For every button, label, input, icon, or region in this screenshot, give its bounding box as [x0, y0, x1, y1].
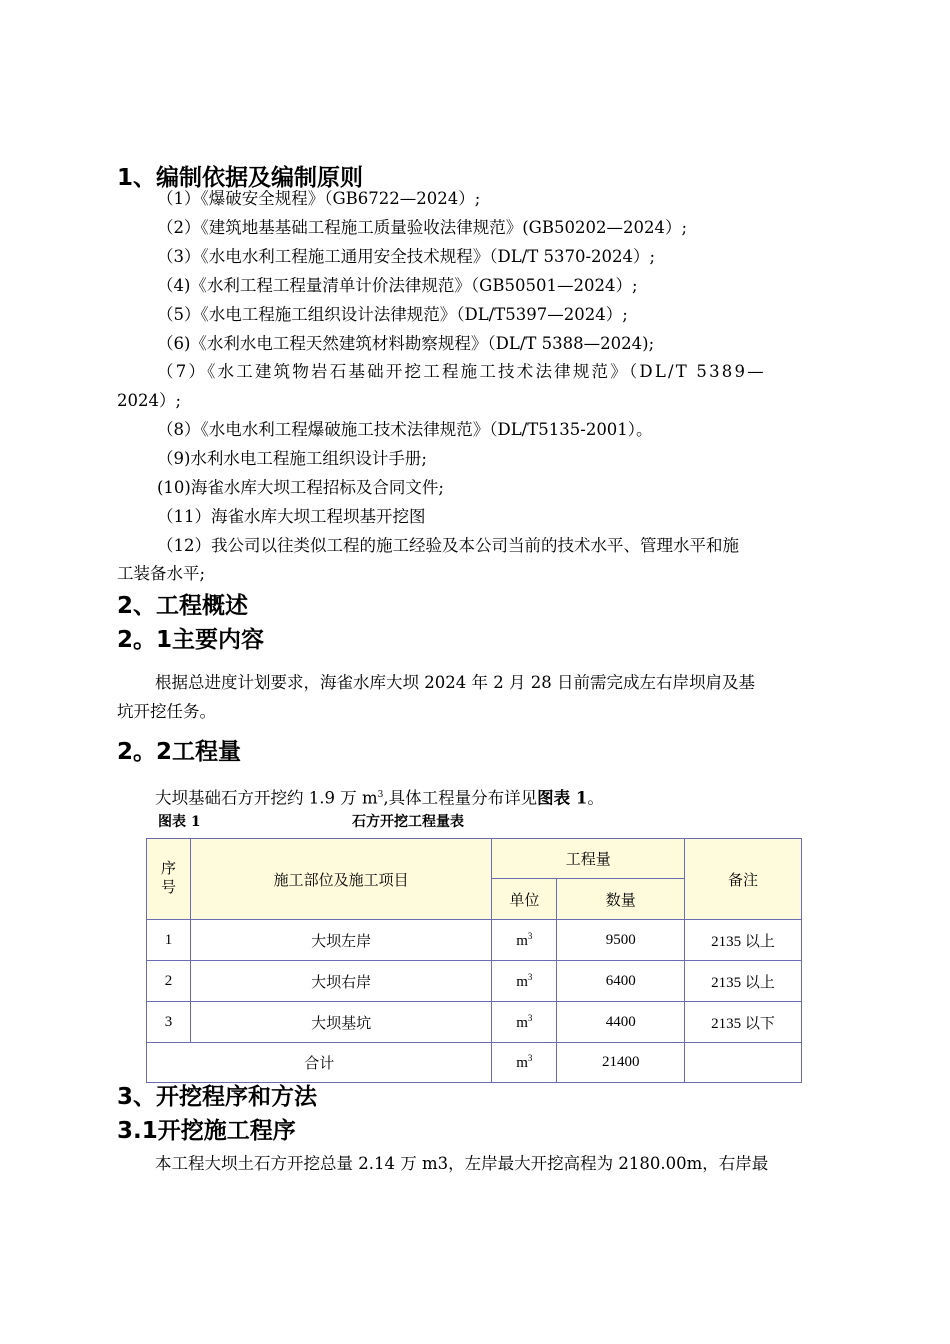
table-row [147, 1002, 802, 1043]
cell-item: 大坝左岸 [190, 920, 491, 961]
header-no: 序号 [147, 839, 191, 920]
reference-item: (10)海雀水库大坝工程招标及合同文件; [157, 478, 444, 497]
paragraph: 根据总进度计划要求，海雀水库大坝 2024 年 2 月 28 日前需完成左右岸坝肩及基 [155, 673, 755, 692]
cell-unit: $m^3$ [492, 1002, 557, 1043]
cell-no: 1 [147, 920, 191, 961]
reference-item: （6)《水利水电工程天然建筑材料勘察规程》（DL/T 5388—2024); [157, 334, 655, 353]
paragraph: 大坝基础石方开挖约 1.9 万 $m^3$,具体工程量分布详见图表 1。 [155, 788, 604, 808]
header-item: 施工部位及施工项目 [190, 839, 491, 920]
section-2-heading: 2、工程概述 [117, 593, 249, 619]
cell-unit: $m^3$ [492, 920, 557, 961]
reference-item: （1）《爆破安全规程》（GB6722—2024）; [157, 189, 481, 208]
cell-item: 大坝右岸 [190, 961, 491, 1002]
reference-item: （9)水利水电工程施工组织设计手册; [157, 449, 427, 468]
table-row [147, 920, 802, 961]
header-quantity: 工程量 [492, 839, 685, 879]
header-remark: 备注 [685, 839, 802, 920]
reference-item: （12）我公司以往类似工程的施工经验及本公司当前的技术水平、管理水平和施 [157, 536, 739, 555]
paragraph: 本工程大坝土石方开挖总量 2.14 万 m3，左岸最大开挖高程为 2180.00m，右岸最 [155, 1154, 769, 1173]
reference-item: （7）《水工建筑物岩石基础开挖工程施工技术法律规范》（DL/T 5389— [157, 362, 766, 381]
cell-total-amount: 21400 [557, 1043, 685, 1083]
reference-item: （5）《水电工程施工组织设计法律规范》（DL/T5397—2024）; [157, 305, 628, 324]
quantity-table [146, 838, 802, 1083]
reference-item: （3）《水电水利工程施工通用安全技术规程》（DL/T 5370-2024）; [157, 247, 656, 266]
table-total-row [147, 1043, 802, 1083]
reference-item-continued: 2024）; [117, 391, 182, 410]
table-row [147, 961, 802, 1002]
table-caption-label: 图表 1 [158, 814, 201, 830]
cell-no: 2 [147, 961, 191, 1002]
cell-total-remark [685, 1043, 802, 1083]
reference-item-continued: 工装备水平; [117, 564, 206, 583]
cell-amount: 9500 [557, 920, 685, 961]
cell-amount: 6400 [557, 961, 685, 1002]
header-unit: 单位 [492, 879, 557, 920]
cell-remark: 2135 以下 [685, 1002, 802, 1043]
reference-item: （2）《建筑地基基础工程施工质量验收法律规范》(GB50202—2024）; [157, 218, 688, 237]
section-2-1-heading: 2。1主要内容 [117, 627, 265, 653]
cell-amount: 4400 [557, 1002, 685, 1043]
cell-total-unit: $m^3$ [492, 1043, 557, 1083]
cell-remark: 2135 以上 [685, 920, 802, 961]
section-3-heading: 3、开挖程序和方法 [117, 1084, 318, 1110]
section-3-1-heading: 3.1开挖施工程序 [117, 1118, 296, 1144]
cell-item: 大坝基坑 [190, 1002, 491, 1043]
reference-item: （8）《水电水利工程爆破施工技术法律规范》（DL/T5135-2001）。 [157, 420, 653, 439]
section-2-2-heading: 2。2工程量 [117, 739, 242, 765]
section-1-heading: 1、编制依据及编制原则 [117, 165, 364, 191]
reference-item: （11）海雀水库大坝工程坝基开挖图 [157, 507, 426, 526]
cell-total-label: 合计 [147, 1043, 492, 1083]
cell-no: 3 [147, 1002, 191, 1043]
paragraph: 坑开挖任务。 [117, 702, 216, 721]
table-caption-title: 石方开挖工程量表 [352, 814, 464, 830]
reference-item: （4)《水利工程工程量清单计价法律规范》（GB50501—2024）; [157, 276, 638, 295]
cell-remark: 2135 以上 [685, 961, 802, 1002]
cell-unit: $m^3$ [492, 961, 557, 1002]
header-amount: 数量 [557, 879, 685, 920]
